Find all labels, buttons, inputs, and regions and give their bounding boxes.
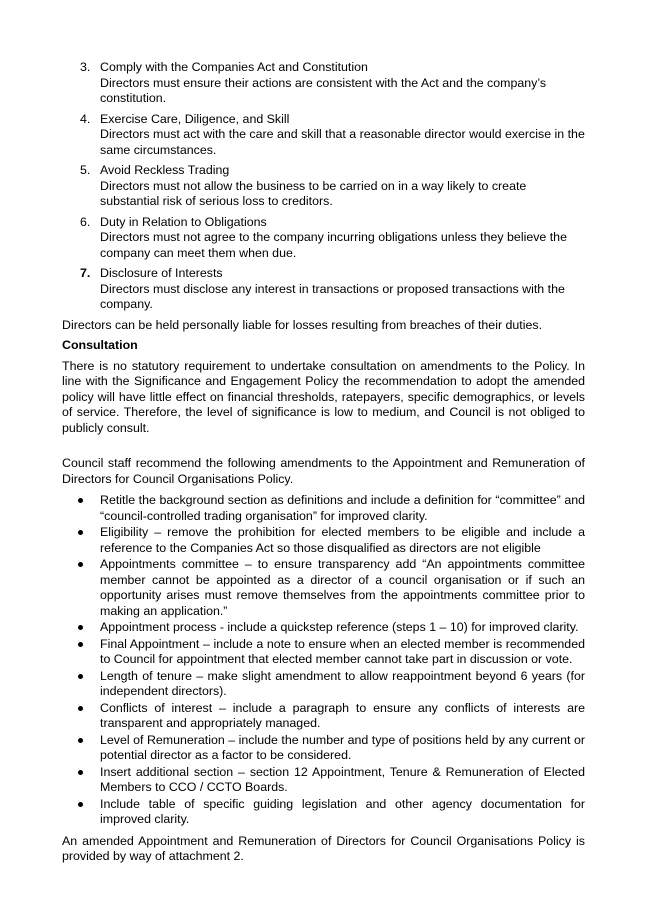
duty-description: Directors must act with the care and skill that a reasonable director would exercise in the same circumstances. [100,127,585,157]
bullet-icon [78,770,83,775]
amendment-text: Length of tenure – make slight amendment to allow reappointment beyond 6 years (for independent directors). [100,668,585,698]
amendment-text: Conflicts of interest – include a paragraph to ensure any conflicts of interests are transparent and appropriately managed. [100,700,585,730]
amendment-item [62,733,585,764]
consultation-heading: Consultation [62,338,138,352]
recommendation-intro: Council staff recommend the following amendments to the Appointment and Remuneration of Directors for Council Organisations Policy. [62,456,585,486]
bullet-icon [78,802,83,807]
amendment-text: Include table of specific guiding legislation and other agency documentation for improved clarity. [100,796,585,826]
duty-number: 3. [80,60,91,74]
duty-description: Directors must not allow the business to be carried on in a way likely to create substantial risk of serious loss to creditors. [100,178,527,208]
duty-title: Exercise Care, Diligence, and Skill [100,111,290,126]
bullet-icon [78,642,83,647]
amendment-text: Eligibility – remove the prohibition for elected members to be eligible and include a reference to the Companies Act so those disqualified as directors are not eligible [100,525,585,555]
amendment-item [62,525,585,556]
duty-title: Duty in Relation to Obligations [100,214,267,229]
amendment-text: Level of Remuneration – include the number and type of positions held by any current or potential director as a factor to be considered. [100,732,585,762]
duty-item [62,60,585,107]
duty-item [62,112,585,159]
amendment-item [62,765,585,796]
duty-description: Directors must ensure their actions are consistent with the Act and the company’s constitution. [100,75,547,105]
amendment-text: Appointments committee – to ensure transparency add “An appointments committee member cannot be appointed as a director of a council organisation or if such an opportunity arises must remove themselves from the appointments committee prior to making an application.” [100,557,585,618]
bullet-icon [78,738,83,743]
amendment-item [62,797,585,828]
duty-item [62,215,585,262]
bullet-icon [78,562,83,567]
amendment-text: Retitle the background section as definitions and include a definition for “committee” and “council-controlled trading organisation” for improved clarity. [100,493,585,523]
amendments-list [62,493,585,828]
amendment-item [62,669,585,700]
director-duties-list [62,60,585,313]
consultation-paragraph: There is no statutory requirement to undertake consultation on amendments to the Policy. In line with the Significance and Engagement Policy the recommendation to adopt the amended policy will have little effect on financial thresholds, ratepayers, specific demographics, or levels of service. Therefore, the level of significance is low to medium, and Council is not obliged to publicly consult. [62,358,585,435]
document-page [62,60,585,865]
amendment-item [62,701,585,732]
duty-number: 5. [80,163,91,177]
duty-title: Disclosure of Interests [100,266,223,280]
duty-title: Comply with the Companies Act and Constitution [100,60,368,74]
bullet-icon [78,674,83,679]
duty-item [62,163,585,210]
duty-number: 6. [80,214,91,229]
closing-paragraph: An amended Appointment and Remuneration of Directors for Council Organisations Policy is provided by way of attachment 2. [62,833,585,863]
duty-title: Avoid Reckless Trading [100,163,230,177]
duty-item [62,266,585,313]
bullet-icon [78,706,83,711]
amendment-text: Final Appointment – include a note to ensure when an elected member is recommended to Council for appointment that elected member cannot take part in discussion or vote. [100,636,585,666]
duty-description: Directors must disclose any interest in transactions or proposed transactions with the company. [100,281,565,311]
amendment-text: Appointment process - include a quickstep reference (steps 1 – 10) for improved clarity. [100,620,579,634]
duty-description: Directors must not agree to the company incurring obligations unless they believe the company can meet them when due. [100,230,567,260]
bullet-icon [78,625,83,630]
bullet-icon [78,530,83,535]
liability-note: Directors can be held personally liable for losses resulting from breaches of their duties. [62,317,543,332]
amendment-item [62,557,585,619]
amendment-text: Insert additional section – section 12 Appointment, Tenure & Remuneration of Elected Members to CCO / CCTO Boards. [100,764,585,794]
amendment-item [62,493,585,524]
amendment-item [62,637,585,668]
duty-number: 7. [80,266,91,280]
bullet-icon [78,498,83,503]
duty-number: 4. [80,111,91,126]
amendment-item [62,620,585,636]
